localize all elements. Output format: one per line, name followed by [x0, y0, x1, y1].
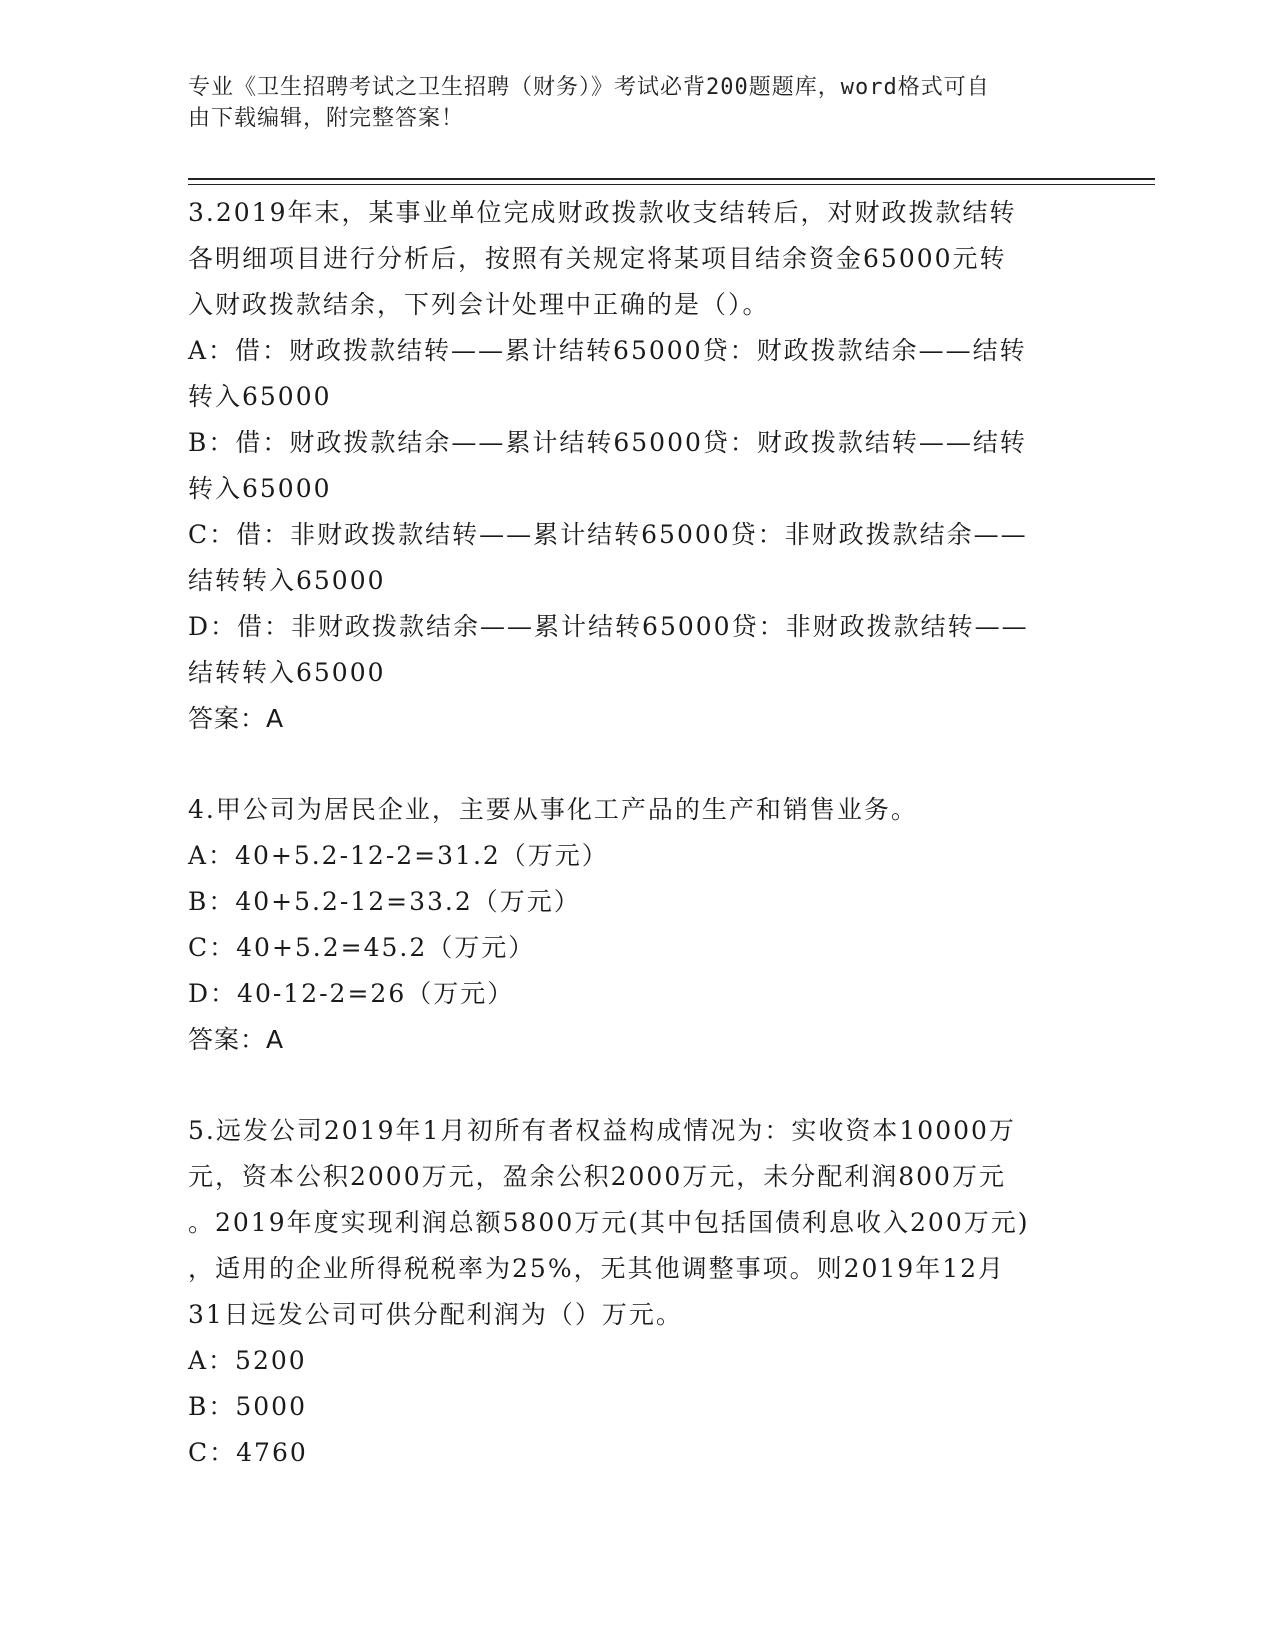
- option-c-continuation: 结转转入65000: [188, 566, 386, 595]
- question-stem-line: 31日远发公司可供分配利润为（）万元。: [188, 1300, 683, 1329]
- question-stem-line: 。2019年度实现利润总额5800万元(其中包括国债利息收入200万元): [188, 1208, 1030, 1237]
- question-block: [188, 787, 1073, 1063]
- question-spacer: [188, 742, 1073, 787]
- option-b: B：借：财政拨款结余——累计结转65000贷：财政拨款结转——结转: [188, 428, 1027, 457]
- question-block: [188, 190, 1073, 742]
- header-divider-thin: [188, 184, 1155, 185]
- option-c: C：借：非财政拨款结转——累计结转65000贷：非财政拨款结余——: [188, 520, 1028, 549]
- answer-label: 答案：A: [188, 704, 285, 733]
- question-stem-line: 3.2019年末，某事业单位完成财政拨款收支结转后，对财政拨款结转: [188, 198, 1017, 227]
- header-line: 专业《卫生招聘考试之卫生招聘（财务）》考试必背200题题库，word格式可自: [188, 75, 990, 100]
- question-stem-line: 各明细项目进行分析后，按照有关规定将某项目结余资金65000元转: [188, 244, 1007, 273]
- question-stem-line: 元，资本公积2000万元，盈余公积2000万元，未分配利润800万元: [188, 1162, 1006, 1191]
- question-spacer: [188, 1063, 1073, 1108]
- question-list: [188, 190, 1073, 1476]
- option-b-continuation: 转入65000: [188, 474, 332, 503]
- option-b: B：40+5.2-12=33.2（万元）: [188, 887, 581, 916]
- option-a: A：40+5.2-12-2=31.2（万元）: [188, 841, 609, 870]
- document-header: [188, 72, 1068, 134]
- option-d: D：40-12-2=26（万元）: [188, 979, 515, 1008]
- option-c: C：4760: [188, 1438, 308, 1467]
- option-a: A：借：财政拨款结转——累计结转65000贷：财政拨款结余——结转: [188, 336, 1027, 365]
- option-a-continuation: 转入65000: [188, 382, 332, 411]
- option-b: B：5000: [188, 1392, 307, 1421]
- question-block: [188, 1108, 1073, 1476]
- option-d: D：借：非财政拨款结余——累计结转65000贷：非财政拨款结转——: [188, 612, 1029, 641]
- question-stem-line: ，适用的企业所得税税率为25%，无其他调整事项。则2019年12月: [188, 1254, 1006, 1283]
- option-a: A：5200: [188, 1346, 307, 1375]
- answer-label: 答案：A: [188, 1025, 285, 1054]
- option-d-continuation: 结转转入65000: [188, 658, 386, 687]
- header-divider: [188, 178, 1155, 180]
- question-stem-line: 4.甲公司为居民企业，主要从事化工产品的生产和销售业务。: [188, 795, 918, 824]
- question-stem-line: 5.远发公司2019年1月初所有者权益构成情况为：实收资本10000万: [188, 1116, 1016, 1145]
- option-c: C：40+5.2=45.2（万元）: [188, 933, 536, 962]
- header-line: 由下载编辑，附完整答案！: [188, 106, 465, 131]
- question-stem-line: 入财政拨款结余，下列会计处理中正确的是（）。: [188, 290, 770, 319]
